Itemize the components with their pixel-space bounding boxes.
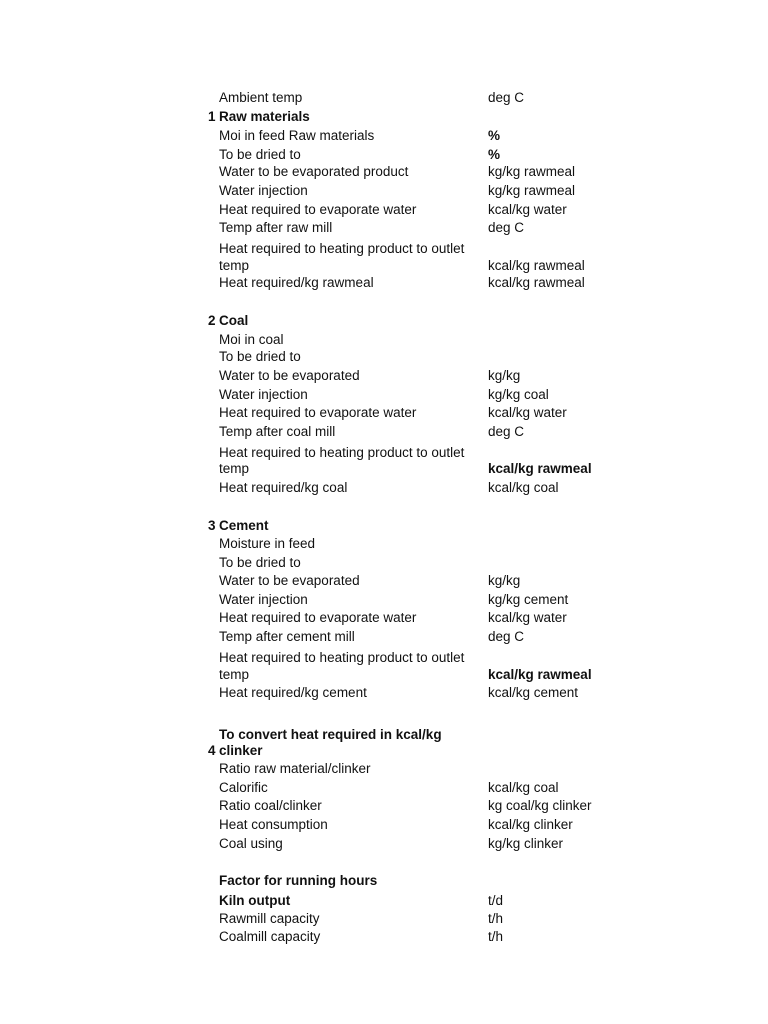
row-unit: kcal/kg coal xyxy=(488,480,559,495)
row-label: Rawmill capacity xyxy=(219,911,320,926)
row-unit: kg/kg xyxy=(488,573,521,588)
row-label: Water to be evaporated xyxy=(219,368,360,383)
row-unit: kcal/kg rawmeal xyxy=(488,667,592,682)
row-label: Moisture in feed xyxy=(219,536,316,551)
row-unit: kcal/kg water xyxy=(488,405,567,420)
row-unit: t/h xyxy=(488,929,504,944)
row-label: Water injection xyxy=(219,387,308,402)
row-unit: kg/kg xyxy=(488,368,521,383)
row-label: Moi in coal xyxy=(219,332,284,347)
row-unit: t/d xyxy=(488,893,504,908)
row-label: Temp after raw mill xyxy=(219,220,333,235)
row-label: Ambient temp xyxy=(219,90,303,105)
row-label: Heat required to heating product to outlet xyxy=(219,445,465,460)
row-unit: t/h xyxy=(488,911,504,926)
row-label: Water injection xyxy=(219,183,308,198)
row-unit: kcal/kg coal xyxy=(488,780,559,795)
section-title: Coal xyxy=(219,313,249,328)
row-label: To be dried to xyxy=(219,555,301,570)
row-unit: % xyxy=(488,128,501,143)
row-label: To be dried to xyxy=(219,349,301,364)
row-label: Calorific xyxy=(219,780,268,795)
row-label: Heat required to evaporate water xyxy=(219,202,417,217)
row-unit: % xyxy=(488,147,501,162)
row-unit: deg C xyxy=(488,220,525,235)
row-label: Water to be evaporated product xyxy=(219,164,409,179)
row-unit: kcal/kg rawmeal xyxy=(488,275,585,290)
row-unit: kcal/kg cement xyxy=(488,685,579,700)
row-label: Heat required/kg coal xyxy=(219,480,348,495)
row-unit: kcal/kg rawmeal xyxy=(488,461,592,476)
row-unit: kcal/kg rawmeal xyxy=(488,258,585,273)
section-title: To convert heat required in kcal/kg xyxy=(219,727,442,742)
row-unit: kg/kg rawmeal xyxy=(488,164,576,179)
row-unit: deg C xyxy=(488,629,525,644)
row-label: temp xyxy=(219,258,250,273)
row-label: Coal using xyxy=(219,836,283,851)
section-number: 3 xyxy=(208,518,216,533)
row-unit: kg/kg coal xyxy=(488,387,549,402)
row-label: Moi in feed Raw materials xyxy=(219,128,375,143)
row-label: Coalmill capacity xyxy=(219,929,321,944)
row-label: Heat required/kg cement xyxy=(219,685,367,700)
row-label: Ratio coal/clinker xyxy=(219,798,322,813)
row-unit: kg/kg rawmeal xyxy=(488,183,576,198)
section-number: 1 xyxy=(208,109,216,124)
row-unit: kg coal/kg clinker xyxy=(488,798,592,813)
row-unit: kcal/kg clinker xyxy=(488,817,573,832)
section-title: Raw materials xyxy=(219,109,310,124)
row-label: Heat required to heating product to outlet xyxy=(219,650,465,665)
row-label: Heat required/kg rawmeal xyxy=(219,275,374,290)
row-unit: deg C xyxy=(488,424,525,439)
row-label: Water injection xyxy=(219,592,308,607)
row-unit: kg/kg clinker xyxy=(488,836,564,851)
row-label: Kiln output xyxy=(219,893,291,908)
row-unit: kcal/kg water xyxy=(488,610,567,625)
section-title: clinker xyxy=(219,743,263,758)
row-label: Water to be evaporated xyxy=(219,573,360,588)
section-title: Cement xyxy=(219,518,269,533)
row-label: Temp after coal mill xyxy=(219,424,336,439)
section-number: 4 xyxy=(208,743,216,758)
row-unit: kcal/kg water xyxy=(488,202,567,217)
row-label: Heat required to heating product to outlet xyxy=(219,241,465,256)
row-label: Heat required to evaporate water xyxy=(219,405,417,420)
section-number: 2 xyxy=(208,313,216,328)
row-label: Heat required to evaporate water xyxy=(219,610,417,625)
row-unit: deg C xyxy=(488,90,525,105)
row-label: Ratio raw material/clinker xyxy=(219,761,371,776)
row-label: Temp after cement mill xyxy=(219,629,355,644)
row-label: Heat consumption xyxy=(219,817,328,832)
section-title: Factor for running hours xyxy=(219,873,378,888)
row-label: To be dried to xyxy=(219,147,301,162)
row-unit: kg/kg cement xyxy=(488,592,569,607)
row-label: temp xyxy=(219,667,250,682)
row-label: temp xyxy=(219,461,250,476)
